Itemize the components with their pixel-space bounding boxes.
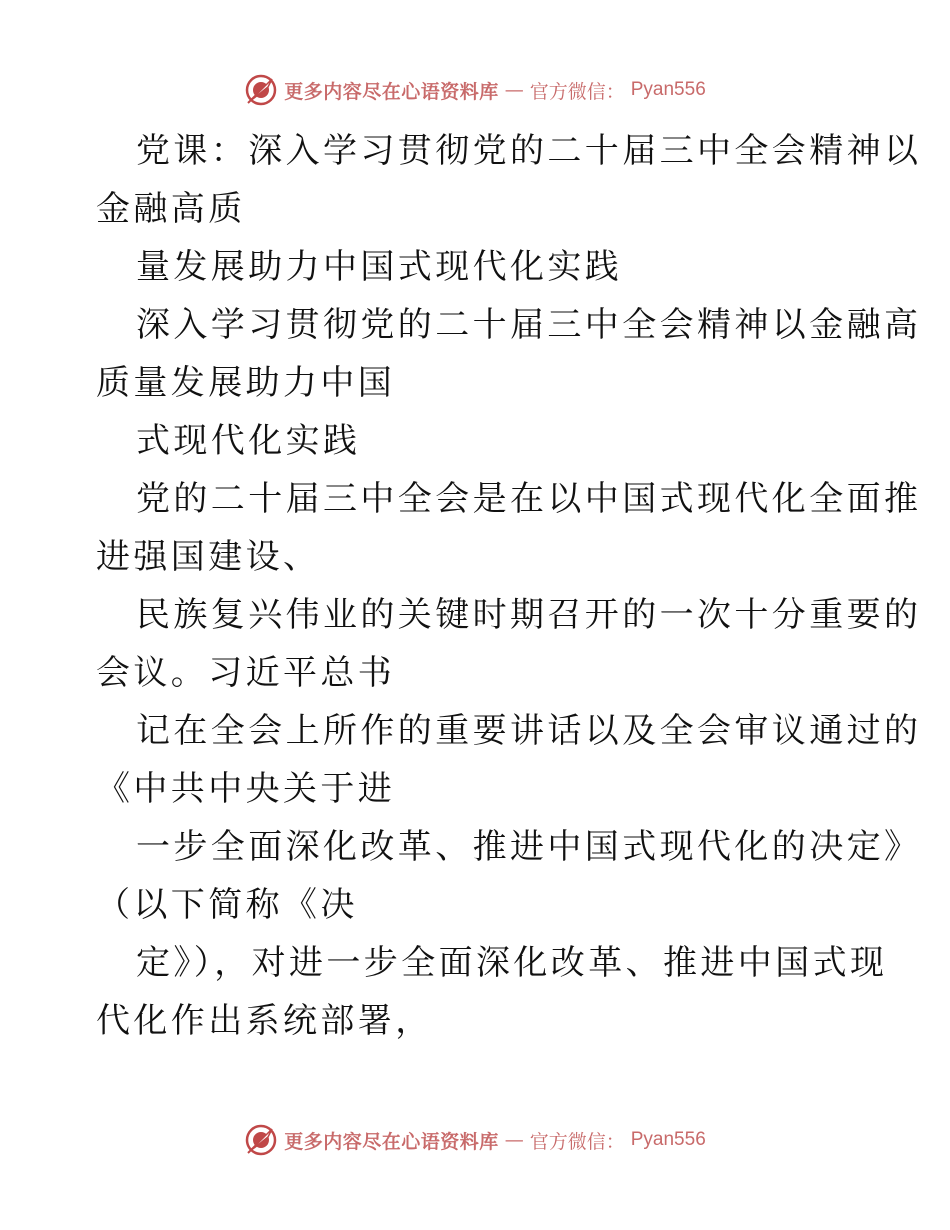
text-line: 深入学习贯彻党的二十届三中全会精神以金融高 — [136, 305, 922, 345]
text-line: 代化作出系统部署， — [96, 1001, 433, 1041]
watermark-contact-id: Pyan556 — [630, 79, 706, 100]
quill-circle-logo-icon — [244, 1123, 278, 1157]
text-line: 党的二十届三中全会是在以中国式现代化全面推 — [136, 479, 922, 519]
text-line: 一步全面深化改革、推进中国式现代化的决定》 — [136, 827, 922, 867]
watermark-brand-text: 更多内容尽在心语资料库 — [284, 1130, 499, 1153]
header-watermark — [0, 70, 950, 110]
watermark-contact-label: 官方微信： — [529, 80, 625, 103]
watermark-contact-label: 官方微信： — [529, 1130, 625, 1153]
watermark-dash: — — [504, 1129, 524, 1151]
text-line: 质量发展助力中国 — [96, 363, 396, 403]
text-line: 会议。习近平总书 — [96, 653, 396, 693]
watermark-dash: — — [504, 79, 524, 101]
document-body — [96, 122, 922, 1050]
text-line: 式现代化实践 — [136, 421, 361, 461]
quill-circle-logo-icon — [244, 73, 278, 107]
text-line: 量发展助力中国式现代化实践 — [136, 247, 623, 287]
watermark-brand-text: 更多内容尽在心语资料库 — [284, 80, 499, 103]
watermark-contact-id: Pyan556 — [630, 1129, 706, 1150]
text-line: 《中共中央关于进 — [96, 769, 396, 809]
text-line: 定》），对进一步全面深化改革、推进中国式现 — [136, 943, 888, 983]
text-line: 进强国建设、 — [96, 537, 321, 577]
text-line: 记在全会上所作的重要讲话以及全会审议通过的 — [136, 711, 922, 751]
footer-watermark — [0, 1120, 950, 1160]
text-line: 党课：深入学习贯彻党的二十届三中全会精神以 — [136, 131, 922, 171]
text-line: 金融高质 — [96, 189, 246, 229]
text-line: （以下简称《决 — [96, 885, 358, 925]
text-line: 民族复兴伟业的关键时期召开的一次十分重要的 — [136, 595, 922, 635]
